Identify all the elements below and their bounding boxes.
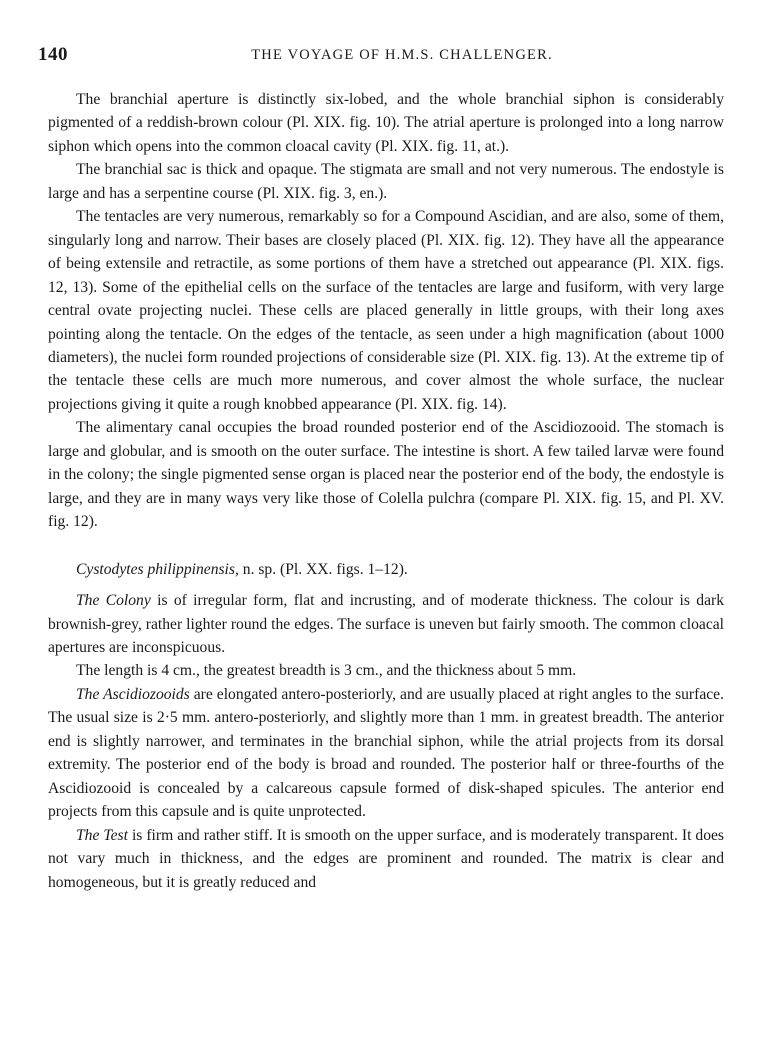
paragraph-ascidiozooids <box>48 683 724 824</box>
paragraph-size: The length is 4 cm., the greatest breadth is 3 cm., and the thickness about 5 mm. <box>76 662 577 680</box>
paragraph-alimentary-canal: The alimentary canal occupies the broad rounded posterior end of the Ascidiozooid. The stomach is large and globular, and is smooth on the outer surface. The intestine is short. A few tailed larvæ were found in the colony; the single pigmented sense organ is placed near the posterior end of the body, the endostyle is large, and they are in many ways very like those of Colella pulchra (compare Pl. XIX. fig. 15, and Pl. XV. fig. 12). <box>48 419 724 531</box>
species-name: Cystodytes philippinensis <box>76 560 235 578</box>
test-lead: The Test <box>76 826 128 844</box>
page-header <box>38 44 726 72</box>
paragraph-colony <box>48 589 724 659</box>
colony-text: is of irregular form, flat and incrusting, and of moderate thickness. The colour is dark brownish-grey, rather lighter round the edges. The surface is uneven but fairly smooth. The common cloacal apertures are inconspicuous. <box>48 592 724 656</box>
page-body <box>48 88 724 894</box>
page-number: 140 <box>38 44 68 65</box>
species-heading <box>48 558 724 581</box>
ascid-text: are elongated antero-posteriorly, and are usually placed at right angles to the surface. The usual size is 2·5 mm. antero-posteriorly, and slightly more than 1 mm. in greatest breadth. The anterior end is slightly narrower, and terminates in the branchial siphon, while the atrial projects from its dorsal extremity. The posterior end of the body is broad and rounded. The posterior half or three-fourths of the Ascidiozooid is concealed by a calcareous capsule formed of disk-shaped spicules. The anterior end projects from this capsule and is quite unprotected. <box>48 685 724 821</box>
paragraph-branchial-sac: The branchial sac is thick and opaque. The stigmata are small and not very numerous. The endostyle is large and has a serpentine course (Pl. XIX. fig. 3, en.). <box>48 161 724 202</box>
ascid-lead: The Ascidiozooids <box>76 685 190 703</box>
colony-lead: The Colony <box>76 592 151 610</box>
species-heading-rest: , n. sp. (Pl. XX. figs. 1–12). <box>234 560 408 578</box>
paragraph-test <box>48 824 724 894</box>
paragraph-branchial-aperture: The branchial aperture is distinctly six-lobed, and the whole branchial siphon is considerably pigmented of a reddish-brown colour (Pl. XIX. fig. 10). The atrial aperture is prolonged into a long narrow siphon which opens into the common cloacal cavity (Pl. XIX. fig. 11, at.). <box>48 91 724 155</box>
running-head: THE VOYAGE OF H.M.S. CHALLENGER. <box>251 47 553 63</box>
paragraph-tentacles: The tentacles are very numerous, remarkably so for a Compound Ascidian, and are also, some of them, singularly long and narrow. Their bases are closely placed (Pl. XIX. fig. 12). They have all the appearance of being extensile and retractile, as some portions of them have a stretched out appearance (Pl. XIX. figs. 12, 13). Some of the epithelial cells on the surface of the tentacles are large and fusiform, with very large central ovate projecting nuclei. These cells are placed generally in little groups, with their long axes pointing along the tentacle. On the edges of the tentacle, as seen under a high magnification (about 1000 diameters), the nuclei form rounded projections of considerable size (Pl. XIX. fig. 13). At the extreme tip of the tentacle these cells are much more numerous, and cover almost the whole surface, the nuclear projections giving it quite a rough knobbed appearance (Pl. XIX. fig. 14). <box>48 208 724 413</box>
test-text: is firm and rather stiff. It is smooth on the upper surface, and is moderately transparent. It does not vary much in thickness, and the edges are prominent and rounded. The matrix is clear and homogeneous, but it is greatly reduced and <box>48 826 724 891</box>
